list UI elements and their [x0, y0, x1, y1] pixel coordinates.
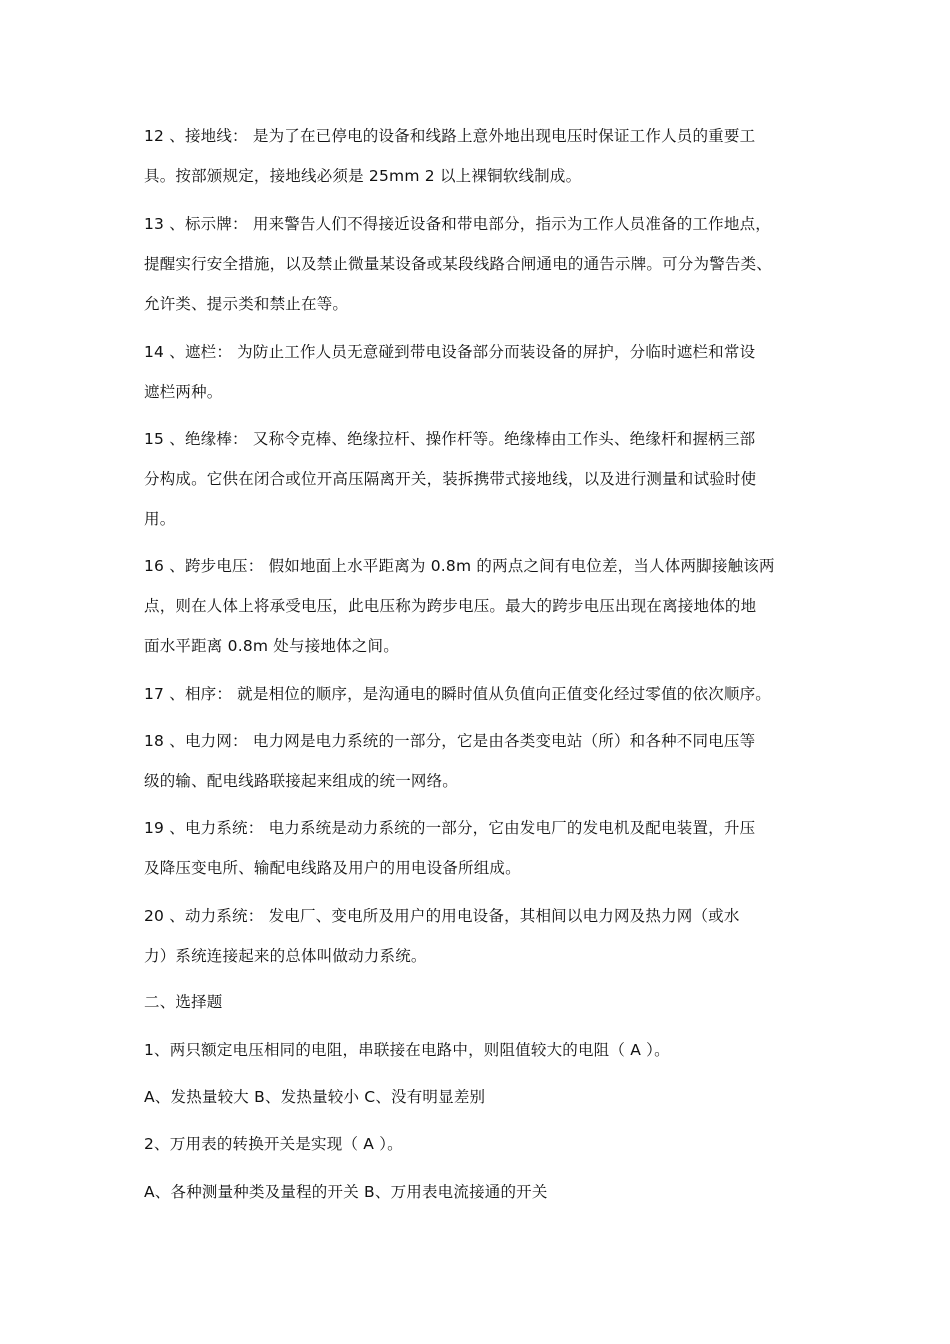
text-line: 12 、接地线： 是为了在已停电的设备和线路上意外地出现电压时保证工作人员的重要工	[144, 127, 756, 145]
text-line: 力）系统连接起来的总体叫做动力系统。	[144, 947, 427, 965]
text-line: 20 、动力系统： 发电厂、变电所及用户的用电设备，其相间以电力网及热力网（或水	[144, 907, 740, 925]
text-line: 及降压变电所、输配电线路及用户的用电设备所组成。	[144, 859, 521, 877]
text-line: 遮栏两种。	[144, 383, 223, 401]
text-line: 18 、电力网： 电力网是电力系统的一部分，它是由各类变电站（所）和各种不同电压等	[144, 732, 756, 750]
text-line: 级的输、配电线路联接起来组成的统一网络。	[144, 772, 459, 790]
question: 2、万用表的转换开关是实现（ A ）。	[144, 1135, 403, 1153]
text-line: 点，则在人体上将承受电压，此电压称为跨步电压。最大的跨步电压出现在离接地体的地	[144, 597, 757, 615]
text-line: 面水平距离 0.8m 处与接地体之间。	[144, 637, 399, 655]
text-line: 15 、绝缘棒： 又称令克棒、绝缘拉杆、操作杆等。绝缘棒由工作头、绝缘杆和握柄三部	[144, 430, 756, 448]
answer-options: A、发热量较大 B、发热量较小 C、没有明显差别	[144, 1088, 486, 1106]
answer-options: A、各种测量种类及量程的开关 B、万用表电流接通的开关	[144, 1183, 548, 1201]
text-line: 17 、相序： 就是相位的顺序，是沟通电的瞬时值从负值向正值变化经过零值的依次顺序。	[144, 685, 771, 703]
section-heading: 二、选择题	[144, 993, 223, 1011]
question: 1、两只额定电压相同的电阻，串联接在电路中，则阻值较大的电阻（ A ）。	[144, 1041, 670, 1059]
text-line: 用。	[144, 510, 176, 528]
text-line: 提醒实行安全措施，以及禁止微量某设备或某段线路合闸通电的通告示牌。可分为警告类、	[144, 255, 773, 273]
text-line: 16 、跨步电压： 假如地面上水平距离为 0.8m 的两点之间有电位差，当人体两脚接触该两	[144, 557, 775, 575]
text-line: 具。按部颁规定，接地线必须是 25mm 2 以上裸铜软线制成。	[144, 167, 582, 185]
text-line: 14 、遮栏： 为防止工作人员无意碰到带电设备部分而装设备的屏护，分临时遮栏和常设	[144, 343, 756, 361]
text-line: 13 、标示牌： 用来警告人们不得接近设备和带电部分，指示为工作人员准备的工作地点，	[144, 215, 771, 233]
text-line: 分构成。它供在闭合或位开高压隔离开关，装拆携带式接地线，以及进行测量和试验时使	[144, 470, 757, 488]
text-line: 19 、电力系统： 电力系统是动力系统的一部分，它由发电厂的发电机及配电装置，升压	[144, 819, 756, 837]
text-line: 允许类、提示类和禁止在等。	[144, 295, 349, 313]
